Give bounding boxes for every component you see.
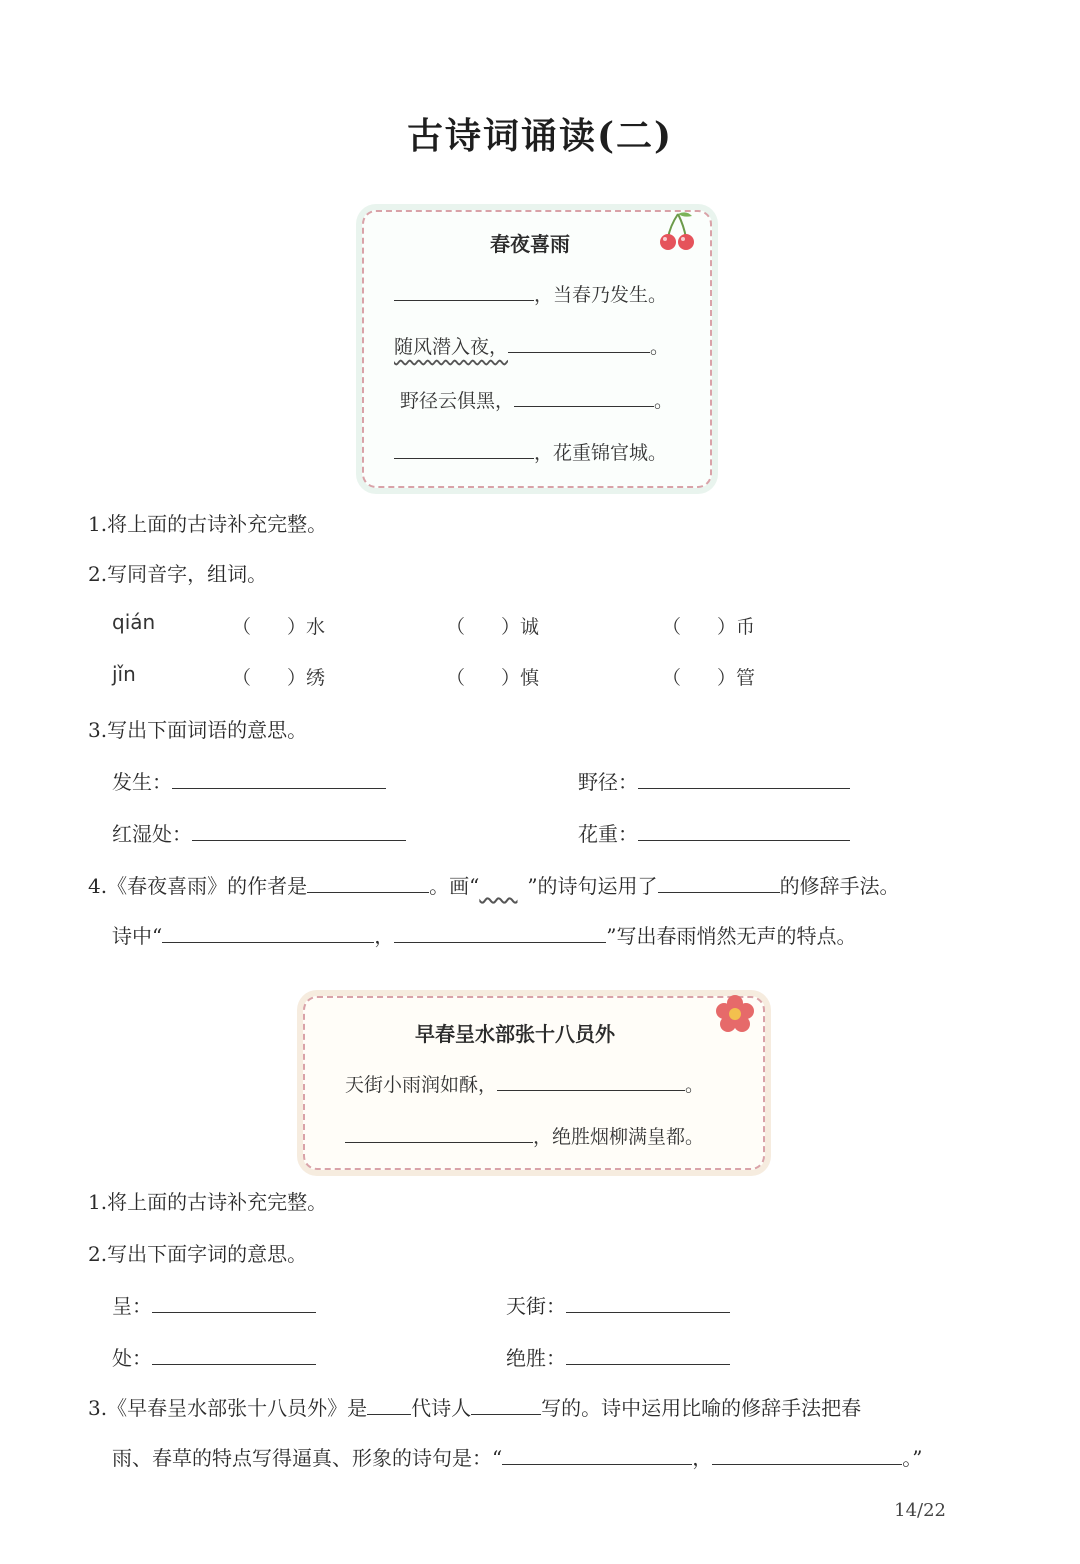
meaning-item: 红湿处： (112, 818, 406, 847)
poem-text: ，当春乃发生。 (534, 284, 668, 306)
poem-card-2 (303, 996, 765, 1170)
answer-blank[interactable] (658, 872, 780, 893)
homophone-blank[interactable]: （ ）绣 (232, 667, 326, 689)
poem-line-2 (345, 1122, 704, 1149)
answer-blank[interactable] (394, 280, 534, 301)
poem-text: 。 (654, 390, 674, 412)
answer-blank[interactable] (497, 1070, 685, 1091)
question-3-line-2: 雨、春草的特点写得逼真、形象的诗句是：“ ， 。” (112, 1446, 923, 1470)
question-2: 2.写同音字，组词。 (88, 562, 268, 586)
poem-text: 野径云俱黑， (400, 390, 515, 412)
poem-text: ，绝胜烟柳满皇都。 (533, 1126, 705, 1148)
poem-card-1 (362, 210, 712, 488)
poem-line-1 (394, 280, 667, 307)
poem-text: ，花重锦官城。 (534, 442, 668, 464)
homophone-blank[interactable]: （ ）币 (662, 616, 756, 638)
poem-title: 早春呈水部张十八员外 (415, 1022, 615, 1046)
poem-line-3 (400, 386, 673, 413)
meaning-item: 花重： (578, 818, 850, 847)
meaning-item: 呈： (112, 1290, 316, 1319)
answer-blank[interactable] (345, 1122, 533, 1143)
answer-blank[interactable] (638, 820, 850, 841)
answer-blank[interactable] (471, 1394, 541, 1415)
poem-text: 。 (685, 1074, 705, 1096)
answer-blank[interactable] (394, 922, 606, 943)
poem-line-4 (394, 438, 667, 465)
poem-text: 。 (650, 336, 670, 358)
answer-blank[interactable] (152, 1292, 316, 1313)
meaning-item: 处： (112, 1342, 316, 1371)
answer-blank[interactable] (566, 1292, 730, 1313)
answer-blank[interactable] (566, 1344, 730, 1365)
page-number: 14/22 (894, 1500, 946, 1521)
meaning-item: 天街： (506, 1290, 730, 1319)
question-4: 4.《春夜喜雨》的作者是 。画“ ”的诗句运用了 的修辞手法。 (88, 874, 900, 898)
page-title: 古诗词诵读(二) (406, 115, 674, 157)
answer-blank[interactable] (712, 1444, 902, 1465)
meaning-item: 绝胜： (506, 1342, 730, 1371)
answer-blank[interactable] (502, 1444, 692, 1465)
poem-line-2 (394, 332, 669, 359)
answer-blank[interactable] (514, 386, 654, 407)
answer-blank[interactable] (508, 332, 650, 353)
answer-blank[interactable] (307, 872, 429, 893)
question-1: 1.将上面的古诗补充完整。 (88, 1190, 328, 1214)
flower-icon (715, 994, 755, 1034)
answer-blank[interactable] (638, 768, 850, 789)
homophone-blank[interactable]: （ ）管 (662, 667, 756, 689)
answer-blank[interactable] (394, 438, 534, 459)
homophone-blank[interactable]: （ ）慎 (446, 667, 540, 689)
answer-blank[interactable] (367, 1394, 411, 1415)
poem-line-1 (345, 1070, 704, 1097)
homophone-blank[interactable]: （ ）水 (232, 616, 326, 638)
poem-text-wavy: 随风潜入夜， (394, 336, 509, 358)
answer-blank[interactable] (192, 820, 406, 841)
answer-blank[interactable] (172, 768, 386, 789)
meaning-item: 野径： (578, 766, 850, 795)
homophone-blank[interactable]: （ ）诚 (446, 616, 540, 638)
question-3: 3.写出下面词语的意思。 (88, 718, 308, 742)
pinyin-label: qián (112, 610, 156, 634)
poem-text: 天街小雨润如酥， (345, 1074, 498, 1096)
meaning-item: 发生： (112, 766, 386, 795)
cherry-icon (658, 210, 698, 254)
question-1: 1.将上面的古诗补充完整。 (88, 512, 328, 536)
question-3: 3.《早春呈水部张十八员外》是 代诗人 写的。诗中运用比喻的修辞手法把春 (88, 1396, 862, 1420)
answer-blank[interactable] (152, 1344, 316, 1365)
wavy-mark (479, 874, 527, 894)
pinyin-label: jǐn (112, 662, 136, 686)
poem-title: 春夜喜雨 (490, 232, 570, 256)
question-4-line-2: 诗中“ ， ”写出春雨悄然无声的特点。 (112, 924, 857, 948)
question-2: 2.写出下面字词的意思。 (88, 1242, 308, 1266)
answer-blank[interactable] (162, 922, 374, 943)
